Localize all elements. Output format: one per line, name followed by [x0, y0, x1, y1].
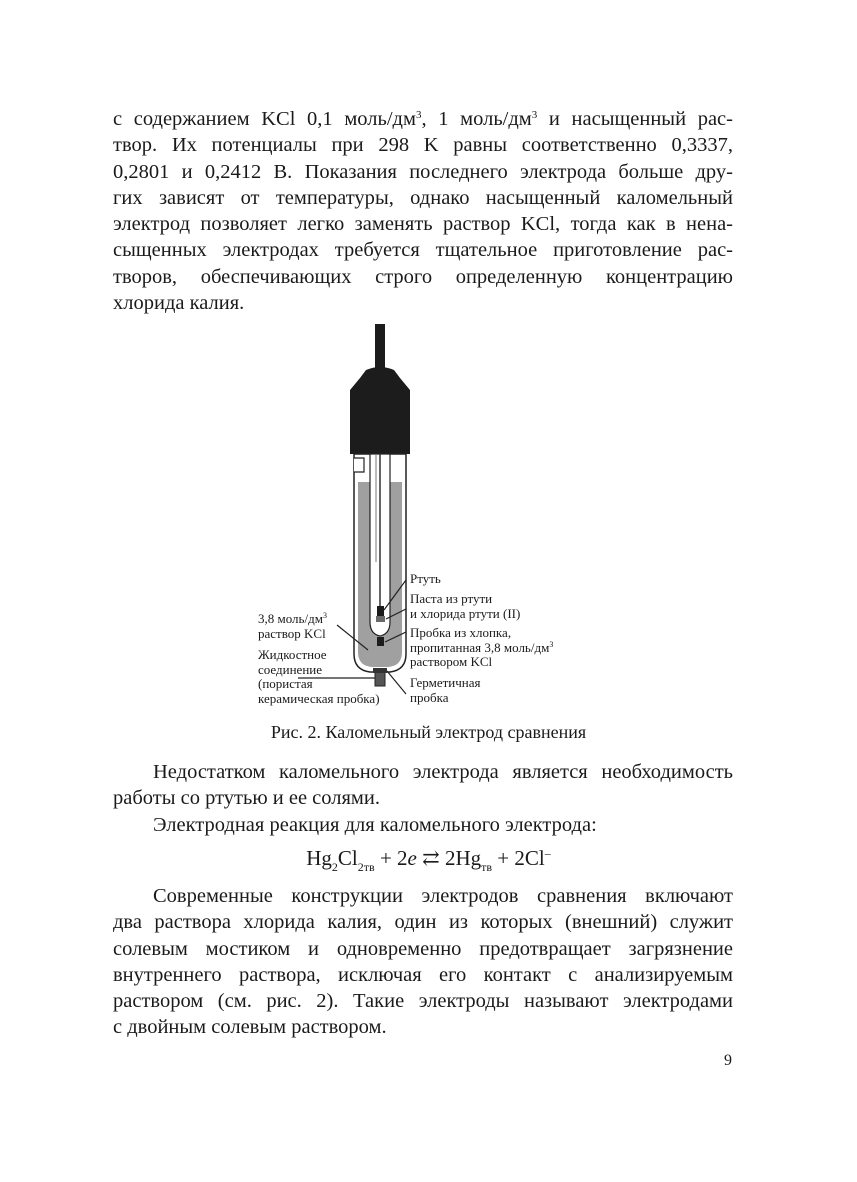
leader-seal: [387, 671, 406, 694]
text-line: гих зависят от температуры, однако насыщенный каломельный: [113, 186, 733, 209]
text-line: 0,2801 и 0,2412 В. Показания последнего электрода больше дру-: [113, 160, 733, 183]
text-line: Электродная реакция для каломельного электрода:: [153, 814, 597, 836]
text-line: солевым мостиком и одновременно предотвращает загрязнение: [113, 937, 733, 960]
cotton-plug: [377, 637, 384, 646]
paragraph-4: [113, 883, 733, 1041]
text-line: хлорида калия.: [113, 292, 245, 315]
calomel-electrode-figure: [240, 322, 600, 722]
label-hermetic-seal: Герметичная пробка: [410, 675, 481, 705]
text-line: работы со ртутью и ее солями.: [113, 787, 380, 810]
text-line: раствором (см. рис. 2). Такие электроды называют электродами: [113, 990, 733, 1013]
paragraph-3: [113, 812, 733, 838]
fill-port: [354, 458, 364, 472]
text-line: сыщенных электродах требуется тщательное приготовление рас-: [113, 239, 733, 262]
paragraph-1: [113, 106, 733, 316]
label-mercury: Ртуть: [410, 571, 441, 586]
electrode-cap: [350, 367, 410, 454]
text-line: электрод позволяет легко заменять раствор KCl, тогда как в нена-: [113, 213, 733, 236]
calomel-paste: [376, 616, 385, 622]
text-line: Современные конструкции электродов сравнения включают: [153, 885, 733, 907]
label-paste: Паста из ртути и хлорида ртути (II): [410, 591, 521, 621]
paragraph-2: [113, 759, 733, 812]
text-line: твор. Их потенциалы при 298 K равны соответственно 0,3337,: [113, 134, 733, 157]
text-line: с содержанием KCl 0,1 моль/$дм^3$, 1 моль/$дм^3$ и насыщенный рас-: [113, 108, 733, 130]
text-line: творов, обеспечивающих строго определенную концентрацию: [113, 265, 733, 288]
text-line: внутреннего раствора, исключая его контакт с анализируемым: [113, 963, 733, 986]
figure-caption: Рис. 2. Каломельный электрод сравнения: [270, 722, 587, 742]
text-line: два раствора хлорида калия, один из которых (внешний) служит: [113, 911, 733, 934]
text-line: с двойным солевым раствором.: [113, 1016, 387, 1039]
label-liquid-junction: Жидкостное соединение (пористая керамическая пробка): [258, 647, 380, 706]
electrode-reaction-formula: $Hg_2Cl_{2тв} + 2e$ ⇄ $2Hg_{тв} + 2Cl^-$: [306, 846, 551, 874]
label-cotton-plug: Пробка из хлопка, пропитанная 3,8 моль/$дм^3$ раствором KCl: [410, 625, 554, 669]
mercury-layer: [377, 606, 384, 616]
cable: [375, 324, 385, 372]
page-number: 9: [724, 1052, 732, 1069]
text-line: Недостатком каломельного электрода является необходимость: [153, 761, 733, 783]
label-kcl-solution: 3,8 моль/$дм^3$ раствор KCl: [258, 611, 327, 641]
